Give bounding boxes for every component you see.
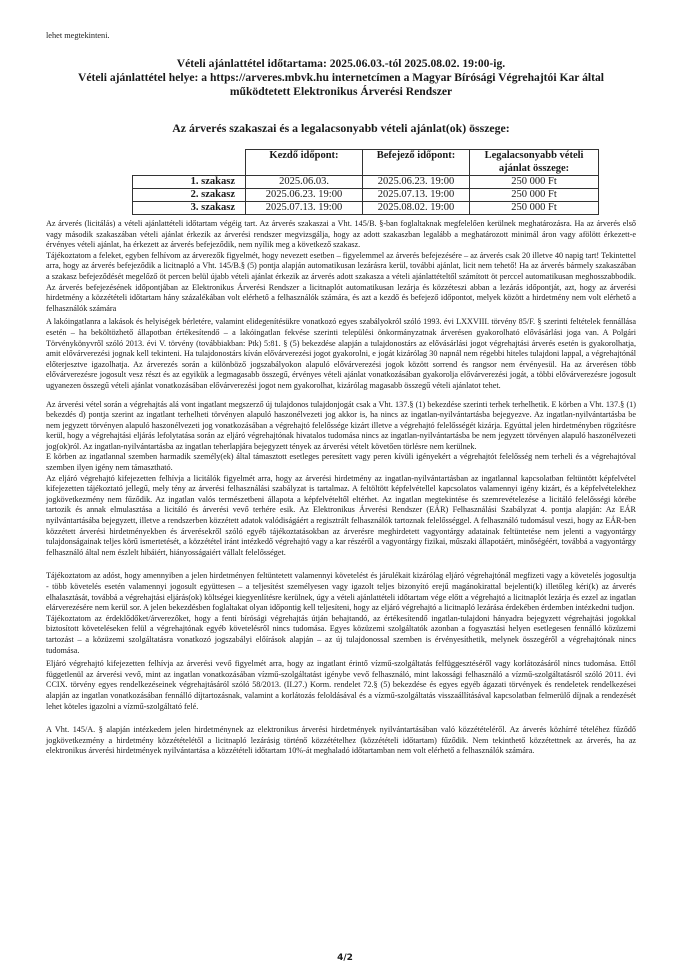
paragraph-preemption-rights: A lakóingatlanra a lakások és helyiségek bérletére, valamint elidegenítésükre vonatkozó egyes szabályokról szóló 1993. évi LXXVIII. törvény 85/F. § szerinti feltételek fennállása esetén – ha beköltözhető állapotban értékesítendő – a lakóingatlan fekvése szerinti települési önkormányzatnak árverésen gyakorolható elővásárlási joga van. A Polgári Törvénykönyvről szóló 2013. évi V. törvény (továbbiakban: Ptk) 5:81. § (5) bekezdése alapján a tulajdonostárs az elővásárlási jogot végrehajtási árverés esetén is gyakorolhatja, amit elővárverezési jognak kell tekinteni. Ha tulajdonostárs kíván elővárverezési jogot gyakorolni, e jogát kizárólag 30 napnál nem régebbi hiteles tulajdoni lappal, a végrehajtónál előterjesztve igazolhatja. Az árverezés során a különböző jogszabályokon alapuló elővárverezési jogok között sorrend és rangsor nem érvényesül. Ha az árverésen több elővárverezésre jogosult vesz részt és az egyikük a legmagasabb összegű, érvényes vételi ajánlat vonatkozásában gyakorolja elővárverezési jogát, a többi elővárverezésre jogosult ugyanezen összegű vételi ajánlat vonatkozásában elővárverezési jogot nem gyakorolhat, kizárólag magasabb összegű vételi ajánlatot tehet. <box>46 317 636 390</box>
table-header-empty <box>133 150 246 176</box>
stage-end: 2025.06.23. 19:00 <box>363 176 470 189</box>
table-header-row <box>133 150 599 176</box>
table-row <box>133 202 599 215</box>
paragraph-water-service: Eljáró végrehajtó kifejezetten felhívja az árverési vevő figyelmét arra, hogy az ingatlant érintő vízmű-szolgáltatás felfüggesztéséről vagy korlátozásáról nincs tudomása. Ettől függetlenül az árverési vevő, mint az ingatlan vonatkozásában vízmű-szolgáltatást igénybe vevő felhasználó, mint lakossági felhasználó a vízmű-szolgáltatásról szóló 2011. évi CCIX. törvény egyes rendelkezéseinek végrehajtásáról szóló 58/2013. (II.27.) Korm. rendelet 72.§ (5) bekezdése és egyes egyéb ágazati törvények és rendeletek rendelkezései alapján az ingatlan vonatkozásában fennálló díjtartozásnak, valamint a korlátozás feloldásával és a vízmű-szolgáltatás visszaállításával kapcsolatban felmerülő díjnak a rendezését lehet köteles igazolni a vízmű-szolgáltató felé. <box>46 659 636 711</box>
stage-label: 2. szakasz <box>133 189 246 202</box>
table-row <box>133 176 599 189</box>
offer-location-heading-cont: működtetett Elektronikus Árverési Rendszer <box>229 85 453 98</box>
paragraph-encumbrances: Az árverési vétel során a végrehajtás alá vont ingatlant megszerző új tulajdonos tulajdonjogát csak a Vht. 137.§ (1) bekezdése szerinti terhek terhelhetik. E körben a Vht. 137.§ (1) bekezdés d) pontja szerint az ingatlant terhelheti törvényen alapuló haszonélvezeti jog akkor is, ha nincs az ingatlan-nyilvántartásba bejegyezve. Az ingatlan-nyilvántartásba be nem jegyzett törvényen alapuló haszonélvezeti jog vonatkozásában a végrehajtó felelőssége kizárt illetve a végrehajtó felelősségét kizárja. Egyúttal jelen hirdetményben rögzítésre kerül, hogy a végrehajtási eljárás lefolytatása során az eljáró végrehajtónak hivatalos tudomása nincs az ingatlan-nyilvántartásba be nem jegyzett törvényen alapuló haszonélvezeti jog(ok)ról. Az ingatlan-nyilvántartásba az ingatlan teherlapjára bejegyzett tények az árverési vételt követően törlésre nem kerülnek. <box>46 399 636 451</box>
table-row <box>133 189 599 202</box>
top-line: lehet megtekinteni. <box>46 31 110 40</box>
paragraph-notice-parties: Tájékoztatom a feleket, egyben felhívom az árverezők figyelmét, hogy nevezett esetben – figyelemmel az árverés befejezésére – az árverés csak 20 illetve 40 napig tart! Tekintettel arra, hogy az árverés befejeződik a licitnapló a Vht. 145/B.§ (5) pontja alapján automatikusan lezárásra kerül, további ajánlat, licit nem tehető! Ha az árverés bármely szakaszában a szakasz befejeződését megelőző öt percen belül újabb vételi ajánlat érkezik az árverés adott szakasza a vételi ajánlattételtől számított öt perccel automatikusan meghosszabbodik. Az árverés befejezésének időpontjában az Elektronikus Árverési Rendszer a licitnaplót automatikusan lezárja és közzéteszi abban a lezárás időpontját, azt, hogy az árverési hirdetmény a közzétételi időtartam hány százalékában volt elérhető a felhasználók számára, és azt a kezdő és befejező időpontot, melyek között a hirdetmény nem volt elérhető a felhasználók számára <box>46 250 636 313</box>
table-header-min-offer: Legalacsonyabb vételi ajánlat összege: <box>470 150 599 176</box>
offer-period-heading: Vételi ajánlattétel időtartama: 2025.06.03.-tól 2025.08.02. 19:00-ig. <box>176 57 506 70</box>
paragraph-third-party-claims: E körben az ingatlannal szemben harmadik személy(ek) által támasztott esetleges peresített vagy peren kívüli igényekért a végrehajtót felelősség nem terheli és a végrehajtóval szemben ilyen igény nem támasztható. <box>46 452 636 473</box>
stage-start: 2025.06.23. 19:00 <box>246 189 363 202</box>
paragraph-debtor-notice: Tájékoztatom az adóst, hogy amennyiben a jelen hirdetményen feltüntetett valamennyi követelést és járulékait kizárólag eljáró végrehajtónál megfizeti vagy a követelés jogosultja - több követelés esetén valamennyi jogosult együttesen – a teljesítést személyesen vagy igazolt teljes bizonyító erejű magánokirattal bejelenti(k) illetőleg kéri(k) az árverés elhalasztását, továbbá a végrehajtási eljárás(ok) költségei kiegyenlítésre kerülnek, úgy a vételi ajánlattételi időtartam vége előtt a végrehajtó a licitnaplót lezárja és ezzel az ingatlan elárverezésére nem kerül sor. A jelen bekezdésben foglaltakat olyan időpontig kell teljesíteni, hogy az eljáró végrehajtó a licitnapló lezárása érdekében érdemben intézkedni tudjon. <box>46 571 636 613</box>
table-header-start: Kezdő időpont: <box>246 150 363 176</box>
paragraph-utility-debts: Tájékoztatom az érdeklődőket/árverezőket, hogy a fenti bírósági végrehajtás útján behajtandó, az értékesítendő ingatlan-tulajdoni hányadra bejegyzett végrehajtási jogokkal biztosított követeléseken felül a végrehajtónak egyéb követelésről nincs tudomása. Egyes közüzemi szolgáltatók azonban a fogyasztási helyen esetlegesen fennálló közüzemi tartozást – a közüzemi szolgáltatásra vonatkozó jogszabályi előírások alapján – az új tulajdonossal szemben is érvényesíthetik, melynek összegéről a végrehajtónak nincs tudomása. <box>46 613 636 655</box>
stage-label: 1. szakasz <box>133 176 246 189</box>
stage-label: 3. szakasz <box>133 202 246 215</box>
stage-end: 2025.07.13. 19:00 <box>363 189 470 202</box>
auction-stages-table <box>132 149 599 215</box>
page-number: 4/2 <box>337 953 353 963</box>
stage-start: 2025.06.03. <box>246 176 363 189</box>
stage-min-offer: 250 000 Ft <box>470 176 599 189</box>
stage-min-offer: 250 000 Ft <box>470 189 599 202</box>
offer-location-heading: Vételi ajánlattétel helye: a https://arveres.mbvk.hu internetcímen a Magyar Bírósági Végrehajtói Kar által <box>77 71 605 84</box>
stage-end: 2025.08.02. 19:00 <box>363 202 470 215</box>
paragraph-publication: A Vht. 145/A. § alapján intézkedem jelen hirdetménynek az elektronikus árverési hirdetmények nyilvántartásában való közzétételéről. Az árverés közhírré tételéhez fűződő jogkövetkezmény a hirdetmény közzétételétől a licitnapló lezárásig történő közzétételhez (közzétételi időtartam) fűződik. Nem tekinthető közzétettnek az árverés, ha az elektronikus árverési hirdetmények nyilvántartása a közzétételi időtartam 10%-át meghaladó időtartamban nem volt elérhető a felhasználók számára. <box>46 725 636 756</box>
paragraph-auction-duration: Az árverés (licitálás) a vételi ajánlattételi időtartam végéig tart. Az árverés szakaszai a Vht. 145/B. §-ban foglaltaknak megfelelően kerülnek meghatározásra. Ha az árverés első vagy második szakaszában vételi ajánlat érkezik az árverési rendszer megvizsgálja, hogy az adott szakaszban legalább a meghatározott minimál áron vagy afölött érkezett-e érvényes vételi ajánlat, ha érkezett az árverés befejeződik, nem nyílik meg a következő szakasz. <box>46 219 636 250</box>
table-header-end: Befejező időpont: <box>363 150 470 176</box>
auction-stages-title: Az árverés szakaszai és a legalacsonyabb vételi ajánlat(ok) összege: <box>172 121 510 135</box>
stage-min-offer: 250 000 Ft <box>470 202 599 215</box>
paragraph-photos-disclaimer: Az eljáró végrehajtó kifejezetten felhívja a licitálók figyelmét arra, hogy az árverési hirdetmény az ingatlan-nyilvántartásban az ingatlannal kapcsolatban feltüntött képfelvétel kifejezetten tájékoztató jellegű, mely tény az árverési felhasználási szabályzat is tartalmaz. A feltöltött képfelvétellel kapcsolatos valamennyi igény kizárt, és a képfelvételekhez jogkövetkezmény nem fűződik. Az ingatlan valós természetbeni állapota a képfelvételtől eltérhet. Az ingatlan megtekintése és szemrevételezése a licitáló felelősségi körébe tartozik és annak elmulasztása a licitáló és árverési vevő terhére esik. Az Elektronikus Árverési Rendszer (EÁR) Felhasználási Szabályzat 4. pontja alapján: Az EÁR nyilvántartásába bejegyzett, illetve a rendszerben közzétett adatok valódiságáért a regisztrált felhasználók tartoznak felelősséggel. A felhasználó tudomásul veszi, hogy az EÁR-ben közzétett árverési hirdetményekben és árverésekről szóló egyéb tájékoztatásokban az árverésre meghirdetett vagyontárgy adatainak feltüntetése nem jelenti a vagyontárgy tulajdonságainak teljes körű ismertetését, a közzététel iránt intézkedő végrehajtó vagy a kar részéről a vagyontárgy fizikai, műszaki állapotáért, minőségéért, továbbá a vagyontárgy felhasználó által nem észlelt hibáiért, hiányosságaiért vállalt felelősséget. <box>46 473 636 557</box>
stage-start: 2025.07.13. 19:00 <box>246 202 363 215</box>
body-text <box>46 219 636 757</box>
